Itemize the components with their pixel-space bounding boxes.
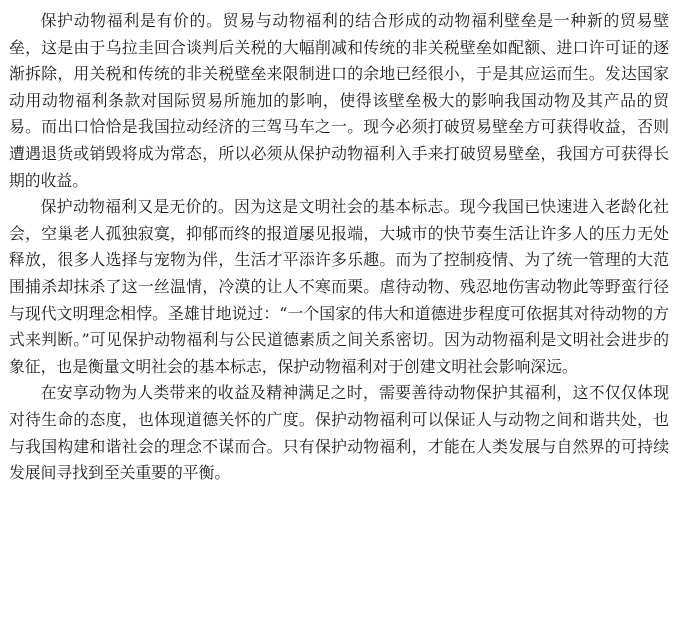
paragraph-1: 保护动物福利是有价的。贸易与动物福利的结合形成的动物福利壁垒是一种新的贸易壁垒，这是由于乌拉圭回合谈判后关税的大幅削减和传统的非关税壁垒如配额、进口许可证的逐渐拆除，用关税和传统的非关税壁垒来限制进口的余地已经很小，于是其应运而生。发达国家动用动物福利条款对国际贸易所施加的影响，使得该壁垒极大的影响我国动物及其产品的贸易。而出口恰恰是我国拉动经济的三驾马车之一。现今必须打破贸易壁垒方可获得收益，否则遭遇退货或销毁将成为常态，所以必须从保护动物福利入手来打破贸易壁垒，我国方可获得长期的收益。 [9, 11, 669, 190]
paragraph-3: 在安享动物为人类带来的收益及精神满足之时，需要善待动物保护其福利，这不仅仅体现对待生命的态度，也体现道德关怀的广度。保护动物福利可以保证人与动物之间和谐共处，也与我国构建和谐社会的理念不谋而合。只有保护动物福利，才能在人类发展与自然界的可持续发展间寻找到至关重要的平衡。 [9, 383, 669, 483]
paragraph-2: 保护动物福利又是无价的。因为这是文明社会的基本标志。现今我国已快速进入老龄化社会，空巢老人孤独寂寞，抑郁而终的报道屡见报端，大城市的快节奏生活让许多人的压力无处释放，很多人选择与宠物为伴，生活才平添许多乐趣。而为了控制疫情、为了统一管理的大范围捕杀却抹杀了这一丝温情，冷漠的让人不寒而栗。虐待动物、残忍地伤害动物此等野蛮行径与现代文明理念相悖。圣雄甘地说过：“一个国家的伟大和道德进步程度可依据其对待动物的方式来判断。”可见保护动物福利与公民道德素质之间关系密切。因为动物福利是文明社会进步的象征，也是衡量文明社会的基本标志，保护动物福利对于创建文明社会影响深远。 [9, 197, 669, 376]
document-body [9, 8, 669, 487]
